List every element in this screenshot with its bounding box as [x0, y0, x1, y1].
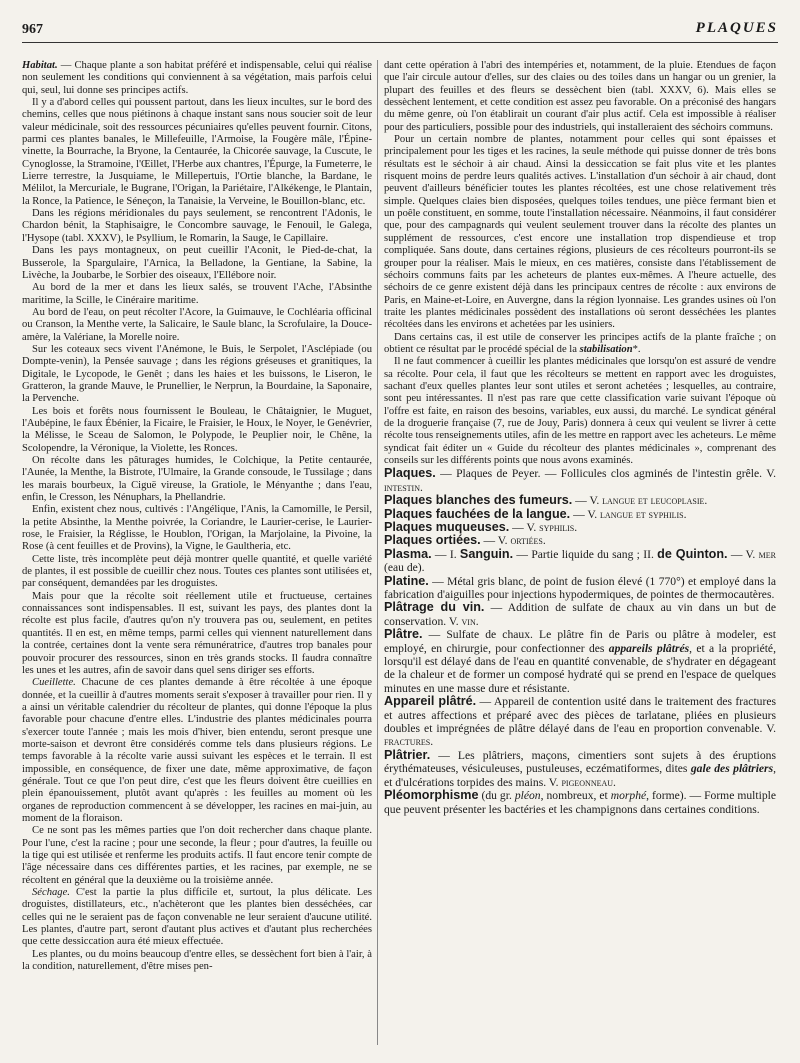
entry-text: , nombreux, et: [540, 789, 611, 803]
entry-term: Plaques.: [384, 466, 436, 481]
cueillette-heading: Cueillette.: [32, 677, 76, 689]
entry-italic: appareils plâtrés: [608, 641, 690, 655]
entry-plasma: [384, 548, 776, 575]
cueillette-text: Chacune de ces plantes demande à être récoltée à une époque donnée, et la cueillir à d'autres moments serait s'exposer à travailler pour rien. Il y a ainsi un véritable calendrier du récolteur de plantes, qui donne l'époque la plus favorable pour chacune d'entre elles. L'industrie des plantes médicinales pourra s'exercer toute l'année ; mais les mois d'hiver, bien entendu, seront presque une morte-saison et devront être considérés comme tels dans plusieurs régions. Le temps favorable à la récolte varie aussi suivant les espèces et le terrain. Il est impossible, en conséquence, de fixer une date, même approximative, de façon générale. Tout ce que l'on peut dire, c'est que les fleurs doivent être cueillies en plein épanouissement, plutôt avant qu'après : les feuilles au moment où les organes de reproduction commencent à se développer, les racines en mai-juin, au moment de la floraison.: [22, 677, 372, 824]
left-column: [22, 60, 372, 1045]
entry-term: Plaques muqueuses.: [384, 519, 510, 534]
cross-reference: langue et leucoplasie.: [602, 494, 708, 508]
entry-text: — Sulfate de chaux. Le plâtre fin de Paris ou plâtre à modeler, est employé, en chirurgie, pour confectionner des: [384, 628, 776, 655]
entry-text: — Les plâtriers, maçons, cimentiers sont sujets à des éruptions érythémateuses, vésiculeuses, pustuleuses, eczématiformes, dites: [384, 748, 776, 776]
text-run: *.: [632, 343, 641, 355]
entry-term: Appareil plâtré.: [384, 694, 477, 709]
entry-subterm: de Quinton.: [657, 546, 728, 561]
paragraph-sechage: [22, 887, 372, 949]
cross-reference: intestin.: [384, 480, 423, 494]
text-run: Dans certains cas, il est utile de conserver les principes actifs de la plante fraîche ; on obtient ce résultat par le procédé spécial de la: [384, 331, 776, 355]
entry-term: Plâtrier.: [384, 747, 431, 762]
cross-reference: fractures.: [384, 735, 434, 749]
paragraph: Dans les pays montagneux, on peut cueillir l'Aconit, le Pied-de-chat, la Busserole, la Spargulaire, l'Arnica, la Belladone, la Gentiane, la Sabine, la Livèche, la Joubarbe, le Sorbier des oiseaux, l'Ellébore noir.: [22, 245, 372, 281]
entry-italic: morphé: [610, 789, 647, 803]
entry-text: — I.: [431, 547, 460, 561]
page-header: [22, 20, 778, 43]
entry-text: , et d'ulcérations torpides des mains. V.: [384, 762, 776, 789]
entry-text: — Métal gris blanc, de point de fusion élevé (1 770°) et employé dans la fabrication d'aiguilles pour injections hypodermiques, de pointes de thermocautères.: [384, 574, 776, 601]
entry-platre: [384, 628, 776, 695]
entry-text: , forme). — Forme multiple que peuvent présenter les bactéries et les champignons dans certaines conditions.: [384, 789, 776, 816]
entry-plaques-ortiees: [384, 534, 776, 547]
paragraph: Il ne faut commencer à cueillir les plantes médicinales que lorsqu'on est assuré de vendre sa récolte. Pour cela, il faut que les récolteurs se mettent en rapport avec les droguistes, sachant d'eux quelles plantes leur sont utiles et seront achetées ; lesquelles, au contraire, sont peu intéressantes. Il n'est pas rare que cette classification varie suivant l'époque où l'offre est faite, en raison des besoins, variables, eux aussi, du marché. Le syndicat général de la droguerie française (7, rue de Jouy, Paris) donnera à ceux qui veulent se livrer à cette récolte tous renseignements utiles, afin de les mettre en rapport avec les acheteurs. Le même syndicat fait éditer un « Guide du récolteur des plantes médicinales », comprenant des conseils sur les différents points que nous avons examinés.: [384, 356, 776, 466]
paragraph: Ce ne sont pas les mêmes parties que l'on doit rechercher dans chaque plante. Pour l'une, c'est la racine ; pour une seconde, la fleur ; pour d'autres, la feuille ou la tige qui est utilisée et renferme les produits actifs. Il faut encore tenir compte de l'âge nécessaire dans ces différentes parties, et les racines, par exemple, ne se récoltent en général que la deuxième ou la troisième année.: [22, 825, 372, 886]
right-column: [384, 60, 776, 1045]
paragraph: Au bord de la mer et dans les lieux salés, se trouvent l'Ache, l'Absinthe maritime, la Scille, le Cinéraire maritime.: [22, 282, 372, 306]
entry-italic: gale des plâtriers: [690, 762, 774, 776]
paragraph: Dans les régions méridionales du pays seulement, se rencontrent l'Adonis, le Chardon bénit, la Staphisaigre, le Concombre sauvage, le Fenouil, le Galega, l'Hysope (tabl. XXXV), le Psyllium, le Romarin, la Sauge, le Capillaire.: [22, 208, 372, 244]
habitat-heading: Habitat.: [22, 60, 58, 71]
sechage-text: C'est la partie la plus difficile et, surtout, la plus délicate. Les droguistes, distillateurs, etc., n'achèteront que les plantes bien desséchées, car celles qui ne le seraient pas de façon convenable ne leur seraient d'aucune utilité. Les plantes, d'autre part, seront d'autant plus actives et d'autant plus recherchées que cette dessiccation aura été mieux effectuée.: [22, 887, 372, 948]
entry-text: , et a la propriété, lorsqu'il est délayé dans de l'eau en quantité convenable, de s'hydrater en dégageant de la chaleur et de former un composé hydraté qui se prend en l'espace de quelques minutes en une masse dure et résistante.: [384, 641, 776, 695]
habitat-text: — Chaque plante a son habitat préféré et indispensable, celui qui réalise non seulement les conditions qui conviennent à sa végétation, mais parfois celui qui, seul, lui donne ses principes actifs.: [22, 60, 372, 96]
paragraph: Sur les coteaux secs vivent l'Anémone, le Buis, le Serpolet, l'Asclépiade (ou Dompte-venin), la Pensée sauvage ; dans les régions gréseuses et granitiques, la Digitale, le Lycopode, le Genêt ; dans les haies et les buissons, le Liseron, le Gratteron, la grande Mauve, le Prunellier, le Nerprun, la Bourdaine, la Saponaire, la Pervenche.: [22, 343, 372, 405]
entry-text: — Plaques de Peyer. — Follicules clos agminés de l'intestin grêle. V.: [435, 467, 776, 481]
entry-platrage: [384, 601, 776, 628]
paragraph: Pour un certain nombre de plantes, notamment pour celles qui sont épaisses et principalement pour les tiges et les racines, la seule méthode qui puisse donner de très bons résultats est le séchoir à air chaud. Ainsi la dessiccation se fait plus vite et les plantes risquent moins de perdre leurs qualités actives. L'installation d'un séchoir à air chaud, dont peuvent d'ailleurs bénéficier toutes les plantes récoltées, est une chose relativement très simple. Quelques claies bien disposées, quelques toiles tendues, une pièce fermant bien et un poêle constituent, en somme, toute l'installation nécessaire. Néanmoins, il faut considérer que, pour des campagnards qui veulent seulement trouver dans la récolte des plantes un supplément de ressources, c'est encore une installation trop dispendieuse et trop compliquée. Sans doute, dans certaines régions, plusieurs de ces récolteurs pourront-ils se grouper pour la réaliser. Mais le mieux, en ces matières, consiste dans l'établissement de séchoirs communs faits par les acheteurs de plantes eux-mêmes. A l'heure actuelle, des séchoirs de ce genre existent déjà dans les principaux centres de récolte : aux environs de Paris, en Maine-et-Loire, en Auvergne, dans la région lyonnaise. Les grandes usines où l'on traite les plantes médicinales possèdent des installations où seront desséchées les plantes récoltées dans les environs et achetées par les usiniers.: [384, 134, 776, 331]
running-title: PLAQUES: [695, 20, 778, 36]
entry-platine: [384, 575, 776, 602]
entry-plaques-blanches: [384, 494, 776, 507]
cross-reference: syphilis.: [539, 520, 578, 534]
entry-text: — V.: [480, 534, 511, 548]
paragraph: Enfin, existent chez nous, cultivés : l'Angélique, l'Anis, la Camomille, le Persil, la petite Absinthe, la Menthe poivrée, la Coriandre, le Laurier-cerise, le Laurier-rose, le Fraisier, la Réglisse, le Houblon, l'Origan, la Marjolaine, la Pivoine, la Rose (à cent feuilles et de Provins), la Vigne, le Gaultheria, etc.: [22, 504, 372, 553]
entry-text: — V.: [572, 494, 603, 508]
entry-text: (du gr.: [478, 789, 515, 803]
paragraph: On récolte dans les pâturages humides, le Colchique, la Petite centaurée, l'Aunée, la Menthe, la Bistrote, l'Ulmaire, la Grande consoude, le Tussilage ; dans les marais bourbeux, la Ciguë vireuse, la Gratiole, le Ményanthe ; dans l'eau, enfin, le Cresson, les Nénuphars, la Phellandrie.: [22, 455, 372, 504]
entry-plaques-muqueuses: [384, 521, 776, 534]
entry-platrier: [384, 749, 776, 789]
paragraph-cueillette: [22, 677, 372, 825]
entry-text: — V.: [509, 520, 540, 534]
entry-term: Pléomorphisme: [384, 788, 479, 803]
entry-term: Plâtrage du vin.: [384, 600, 485, 615]
paragraph: Les bois et forêts nous fournissent le Bouleau, le Châtaignier, le Muguet, l'Aubépine, le faux Ébénier, la Ficaire, le Fraisier, le Houx, le Noyer, le Genévrier, la Mélisse, le Sceau de Salomon, le Polypode, le Peuplier noir, le Chêne, la Scolopendre, la Véronique, la Violette, les Ronces.: [22, 405, 372, 454]
cross-reference: ortiées.: [510, 534, 546, 548]
paragraph: Au bord de l'eau, on peut récolter l'Acore, la Guimauve, le Cochléaria officinal ou Cranson, la Menthe verte, la Salicaire, le Saule blanc, la Scrofulaire, la Douce-amère, la Valériane, la Morelle noire.: [22, 306, 372, 343]
paragraph: Les plantes, ou du moins beaucoup d'entre elles, se dessèchent fort bien à l'air, à la condition, naturellement, d'être mises pen-: [22, 948, 372, 973]
entry-text: — Partie liquide du sang ; II.: [513, 547, 658, 561]
entry-term: Plaques ortiées.: [384, 533, 481, 548]
entry-text: — Appareil de contention usité dans le traitement des fractures et autres affections et préparé avec des pièces de tarlatane, pliées en plusieurs doubles et imprégnées de plâtre délayé dans de l'eau en proportion convenable. V.: [384, 695, 776, 736]
entry-subterm: Sanguin.: [459, 546, 514, 561]
entry-pleomorphisme: [384, 789, 776, 816]
stabilisation-term: stabilisation: [579, 343, 633, 355]
entry-term: Plaques blanches des fumeurs.: [384, 493, 573, 508]
page-number: 967: [22, 22, 43, 37]
entry-text: — Addition de sulfate de chaux au vin dans un but de conservation. V.: [384, 601, 776, 628]
entry-term: Plaques fauchées de la langue.: [384, 506, 571, 521]
paragraph: Il y a d'abord celles qui poussent partout, dans les lieux incultes, sur le bord des chemins, celles que nous piétinons à chaque instant sans nous soucier soit de leur valeur médicinale, soit des ressources pécuniaires qu'elles peuvent fournir. Citons, parmi ces plantes banales, le Millefeuille, l'Armoise, la Fougère mâle, l'Épine-vinette, la Bourrache, la Bryone, la Centaurée, la Chicorée sauvage, la Cuscute, le Cynoglosse, la Stramoine, l'Œillet, l'Herbe aux chantres, l'Épurge, la Fumeterre, le Lierre terrestre, la Jusquiame, le Millepertuis, l'Ortie blanche, la Bardane, le Mélilot, la Mercuriale, le Bugrane, l'Origan, la Pariétaire, l'Alkékenge, le Plantain, la Ronce, la Patience, le Séneçon, la Tanaisie, la Verveine, le Bouillon-blanc, etc.: [22, 97, 372, 207]
cross-reference: vin.: [461, 614, 479, 628]
entry-text: — V.: [570, 507, 601, 521]
paragraph: Cette liste, très incomplète peut déjà montrer quelle quantité, et quelle variété de plantes, il est possible de cueillir chez nous. Toutes ces plantes sont utilisées et, par conséquent, demandées par les droguistes.: [22, 553, 372, 590]
entry-appareil-platre: [384, 695, 776, 749]
entry-plaques: [384, 467, 776, 494]
paragraph: Mais pour que la récolte soit réellement utile et fructueuse, certaines connaissances sont indispensables. Il est, suivant les pays, des plantes dont la récolte est plus facile, d'autres qu'on n'y trouvera pas ou, seulement, en petites quantités. Il en est, en même temps, parmi celles qui viennent naturellement dans la contrée, certaines dont la vente sera rémunératrice, d'autres trop banales pour pouvoir procurer des ressources, sinon en très grands stocks. Il faudra connaître les unes et les autres, afin de savoir dans quel sens diriger ses efforts.: [22, 590, 372, 676]
sechage-heading: Séchage.: [32, 887, 70, 899]
entry-term: Plasma.: [384, 546, 432, 561]
entry-term: Plâtre.: [384, 627, 423, 642]
entry-text: — V.: [727, 547, 759, 561]
cross-reference: mer: [758, 547, 776, 561]
cross-reference: langue et syphilis.: [600, 507, 687, 521]
column-divider: [377, 60, 378, 1045]
paragraph-habitat: [22, 60, 372, 97]
paragraph: dant cette opération à l'abri des intempéries et, notamment, de la pluie. Étendues de façon que l'air circule autour d'elles, sur des claies ou des toiles dans un hangar ou un grenier, la plupart des feuilles et des fleurs se dessèchent bien (tabl. XXXV, 6). Mais elles se dessèchent lentement, et cette condition est assez peu favorable. On a préconisé des hangars du même genre, où l'on établirait un courant d'air plus actif. Cela est impossible à réaliser pour des particuliers, possible pour des industriels, qui installeraient des séchoirs communs.: [384, 60, 776, 133]
entry-term: Platine.: [384, 573, 429, 588]
entry-plaques-fauchees: [384, 508, 776, 521]
paragraph-stabilisation: [384, 332, 776, 357]
entry-text: (eau de).: [384, 561, 425, 575]
cross-reference: pigeonneau.: [561, 775, 616, 789]
entry-italic: pléon: [514, 789, 541, 803]
